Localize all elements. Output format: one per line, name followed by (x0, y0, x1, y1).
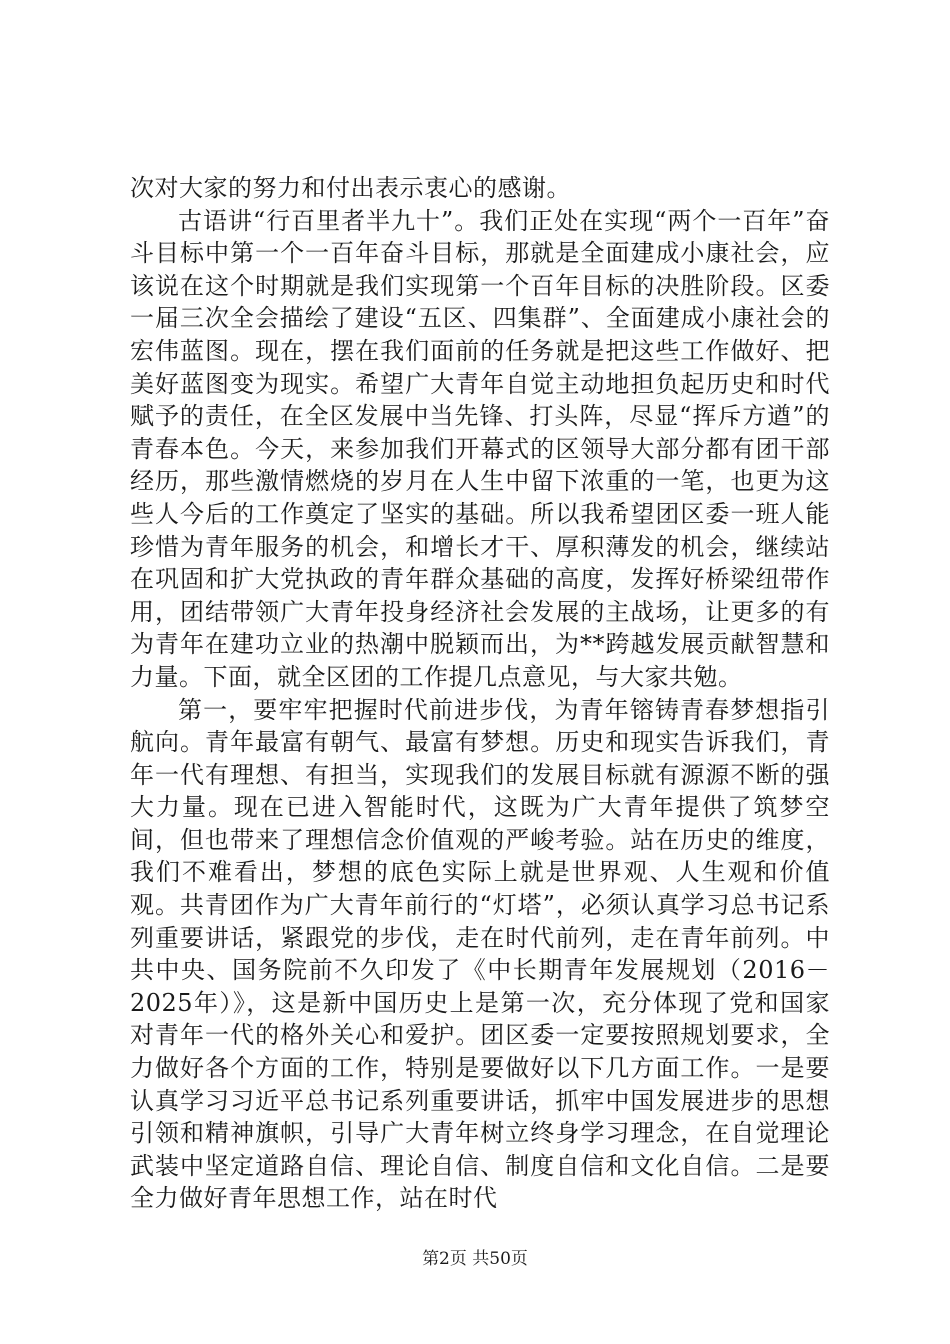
paragraph-continuation: 次对大家的努力和付出表示衷心的感谢。 (130, 174, 571, 202)
paragraph-first-point: 第一，要牢牢把握时代前进步伐，为青年镕铸青春梦想指引航向。青年最富有朝气、最富有梦想。历史和现实告诉我们，青年一代有理想、有担当，实现我们的发展目标就有源源不断的强大力量。现在已进入智能时代，这既为广大青年提供了筑梦空间，但也带来了理想信念价值观的严峻考验。站在历史的维度，我们不难看出，梦想的底色实际上就是世界观、人生观和价值观。共青团作为广大青年前行的“灯塔”，必须认真学习总书记系列重要讲话，紧跟党的步伐，走在时代前列，走在青年前列。中共中央、国务院前不久印发了《中长期青年发展规划（2016－2025年）》，这是新中国历史上是第一次，充分体现了党和国家对青年一代的格外关心和爱护。团区委一定要按照规划要求，全力做好各个方面的工作，特别是要做好以下几方面工作。一是要认真学习习近平总书记系列重要讲话，抓牢中国发展进步的思想引领和精神旗帜，引导广大青年树立终身学习理念，在自觉理论武装中坚定道路自信、理论自信、制度自信和文化自信。二是要全力做好青年思想工作，站在时代 (130, 695, 830, 1213)
body-text (130, 172, 830, 1215)
page-footer: 第2页 共50页 (422, 1249, 528, 1269)
paragraph-ancient-saying: 古语讲“行百里者半九十”。我们正处在实现“两个一百年”奋斗目标中第一个一百年奋斗目标，那就是全面建成小康社会，应该说在这个时期就是我们实现第一个百年目标的决胜阶段。区委一届三次全会描绘了建设“五区、四集群”、全面建成小康社会的宏伟蓝图。现在，摆在我们面前的任务就是把这些工作做好、把美好蓝图变为现实。希望广大青年自觉主动地担负起历史和时代赋予的责任，在全区发展中当先锋、打头阵，尽显“挥斥方遒”的青春本色。今天，来参加我们开幕式的区领导大部分都有团干部经历，那些激情燃烧的岁月在人生中留下浓重的一笔，也更为这些人今后的工作奠定了坚实的基础。所以我希望团区委一班人能珍惜为青年服务的机会，和增长才干、厚积薄发的机会，继续站在巩固和扩大党执政的青年群众基础的高度，发挥好桥梁纽带作用，团结带领广大青年投身经济社会发展的主战场，让更多的有为青年在建功立业的热潮中脱颖而出，为**跨越发展贡献智慧和力量。下面，就全区团的工作提几点意见，与大家共勉。 (130, 206, 830, 691)
